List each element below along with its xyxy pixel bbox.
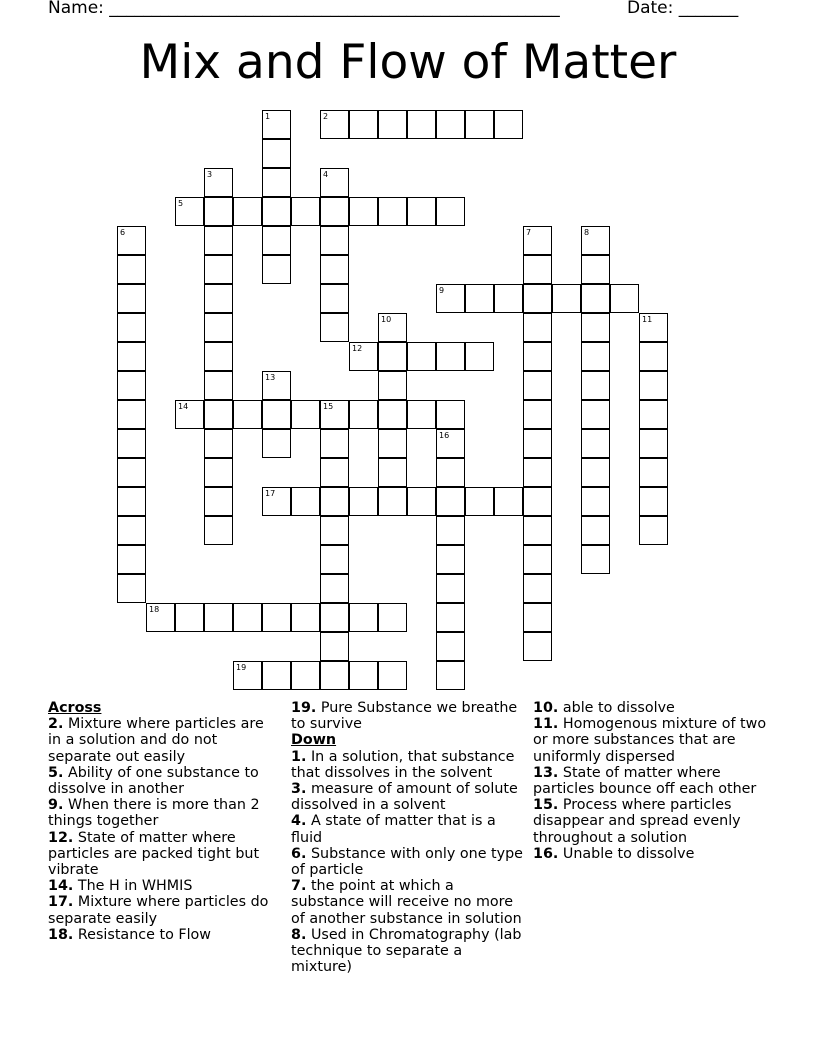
- name-field-label: Name: _____________________________________________________: [48, 0, 560, 18]
- crossword-cell[interactable]: [436, 110, 465, 139]
- crossword-cell[interactable]: [378, 371, 407, 400]
- clue-item-number: 3.: [291, 781, 307, 798]
- crossword-cell[interactable]: [378, 342, 407, 371]
- crossword-cell[interactable]: [378, 429, 407, 458]
- crossword-cell[interactable]: [523, 574, 552, 603]
- crossword-cell[interactable]: [262, 197, 291, 226]
- crossword-cell[interactable]: [204, 255, 233, 284]
- clue-item-number: 18.: [48, 926, 74, 943]
- crossword-cell[interactable]: [436, 284, 465, 313]
- crossword-cell[interactable]: [320, 313, 349, 342]
- crossword-cell[interactable]: [378, 110, 407, 139]
- crossword-cell[interactable]: [117, 516, 146, 545]
- crossword-cell[interactable]: [117, 574, 146, 603]
- crossword-cell[interactable]: [291, 197, 320, 226]
- crossword-cell[interactable]: [407, 110, 436, 139]
- crossword-cell[interactable]: [523, 284, 552, 313]
- across-clue-list-continued: [291, 700, 527, 732]
- crossword-cell[interactable]: [262, 371, 291, 400]
- clue-number: 1: [265, 112, 271, 121]
- clue-item-number: 9.: [48, 797, 64, 814]
- clue-number: 6: [120, 228, 126, 237]
- crossword-cell[interactable]: [349, 342, 378, 371]
- clue-item: [533, 846, 773, 862]
- crossword-cell[interactable]: [407, 400, 436, 429]
- crossword-cell[interactable]: [204, 371, 233, 400]
- clue-item: [291, 846, 527, 878]
- crossword-cell[interactable]: [436, 487, 465, 516]
- clue-number: 4: [323, 170, 329, 179]
- crossword-cell[interactable]: [436, 545, 465, 574]
- crossword-cell[interactable]: [204, 168, 233, 197]
- crossword-cell[interactable]: [320, 429, 349, 458]
- clue-item-text: State of matter where particles bounce off each other: [533, 764, 757, 798]
- clue-item: [48, 830, 280, 879]
- crossword-cell[interactable]: [175, 400, 204, 429]
- clue-item-number: 1.: [291, 748, 307, 765]
- clue-item: [291, 749, 527, 781]
- crossword-cell[interactable]: [581, 458, 610, 487]
- crossword-cell[interactable]: [610, 284, 639, 313]
- clue-item-text: Mixture where particles are in a solution and do not separate out easily: [48, 716, 264, 765]
- crossword-cell[interactable]: [639, 429, 668, 458]
- crossword-cell[interactable]: [146, 603, 175, 632]
- crossword-cell[interactable]: [175, 197, 204, 226]
- clue-item-number: 10.: [533, 700, 559, 716]
- crossword-cell[interactable]: [117, 429, 146, 458]
- crossword-cell[interactable]: [320, 226, 349, 255]
- crossword-cell[interactable]: [436, 197, 465, 226]
- crossword-cell[interactable]: [349, 603, 378, 632]
- across-heading: Across: [48, 700, 102, 716]
- crossword-cell[interactable]: [117, 487, 146, 516]
- clue-item-text: Substance with only one type of particle: [291, 845, 523, 879]
- crossword-cell[interactable]: [291, 400, 320, 429]
- crossword-cell[interactable]: [117, 371, 146, 400]
- crossword-cell[interactable]: [204, 487, 233, 516]
- crossword-cell[interactable]: [233, 197, 262, 226]
- crossword-cell[interactable]: [378, 603, 407, 632]
- crossword-cell[interactable]: [407, 342, 436, 371]
- clue-item: [533, 700, 773, 716]
- crossword-cell[interactable]: [523, 429, 552, 458]
- crossword-cell[interactable]: [436, 342, 465, 371]
- clue-item-text: Homogenous mixture of two or more substances that are uniformly dispersed: [533, 716, 767, 765]
- date-field-label: Date: _______: [627, 0, 739, 18]
- crossword-cell[interactable]: [436, 661, 465, 690]
- crossword-cell[interactable]: [262, 429, 291, 458]
- clue-number: 12: [352, 344, 363, 353]
- crossword-cell[interactable]: [320, 458, 349, 487]
- clue-item: [48, 878, 280, 894]
- crossword-cell[interactable]: [523, 313, 552, 342]
- crossword-cell[interactable]: [117, 342, 146, 371]
- crossword-cell[interactable]: [204, 342, 233, 371]
- crossword-cell[interactable]: [523, 371, 552, 400]
- down-heading: Down: [291, 732, 337, 749]
- crossword-cell[interactable]: [581, 313, 610, 342]
- crossword-cell[interactable]: [436, 632, 465, 661]
- clue-item-number: 7.: [291, 878, 307, 895]
- crossword-cell[interactable]: [117, 255, 146, 284]
- crossword-cell[interactable]: [204, 284, 233, 313]
- clue-item-number: 11.: [533, 716, 559, 733]
- clue-item-number: 6.: [291, 845, 307, 862]
- crossword-cell[interactable]: [320, 545, 349, 574]
- crossword-cell[interactable]: [204, 197, 233, 226]
- crossword-cell[interactable]: [204, 400, 233, 429]
- clue-number: 15: [323, 402, 334, 411]
- crossword-cell[interactable]: [581, 516, 610, 545]
- clue-item-text: able to dissolve: [562, 700, 675, 716]
- crossword-cell[interactable]: [639, 342, 668, 371]
- clue-item: [48, 894, 280, 926]
- crossword-cell[interactable]: [117, 458, 146, 487]
- clue-item: [291, 878, 527, 927]
- clue-number: 2: [323, 112, 329, 121]
- clue-item-text: A state of matter that is a fluid: [291, 813, 496, 846]
- crossword-cell[interactable]: [639, 458, 668, 487]
- crossword-cell[interactable]: [523, 545, 552, 574]
- clue-item-text: Ability of one substance to dissolve in another: [48, 764, 259, 798]
- crossword-cell[interactable]: [581, 226, 610, 255]
- crossword-cell[interactable]: [436, 458, 465, 487]
- crossword-cell[interactable]: [320, 284, 349, 313]
- crossword-cell[interactable]: [523, 226, 552, 255]
- crossword-cell[interactable]: [436, 574, 465, 603]
- crossword-cell[interactable]: [320, 197, 349, 226]
- crossword-cell[interactable]: [349, 110, 378, 139]
- crossword-cell[interactable]: [320, 632, 349, 661]
- crossword-cell[interactable]: [639, 487, 668, 516]
- clue-item-number: 14.: [48, 878, 74, 895]
- clue-number: 5: [178, 199, 184, 208]
- crossword-cell[interactable]: [523, 632, 552, 661]
- crossword-cell[interactable]: [581, 342, 610, 371]
- crossword-cell[interactable]: [262, 255, 291, 284]
- clue-item-text: When there is more than 2 things together: [48, 797, 260, 830]
- crossword-cell[interactable]: [378, 487, 407, 516]
- crossword-cell[interactable]: [262, 110, 291, 139]
- crossword-cell[interactable]: [378, 661, 407, 690]
- crossword-cell[interactable]: [523, 487, 552, 516]
- crossword-cell[interactable]: [523, 516, 552, 545]
- clues-column-2: [291, 700, 527, 975]
- clue-item-text: Mixture where particles do separate easily: [48, 894, 269, 927]
- crossword-cell[interactable]: [262, 661, 291, 690]
- crossword-cell[interactable]: [320, 400, 349, 429]
- clue-number: 8: [584, 228, 590, 237]
- crossword-cell[interactable]: [233, 603, 262, 632]
- crossword-cell[interactable]: [349, 197, 378, 226]
- clue-item-text: State of matter where particles are packed tight but vibrate: [48, 829, 260, 879]
- clue-item-number: 5.: [48, 764, 64, 781]
- crossword-cell[interactable]: [581, 429, 610, 458]
- down-clue-list-continued: [533, 700, 773, 862]
- crossword-cell[interactable]: [378, 400, 407, 429]
- clue-number: 13: [265, 373, 276, 382]
- crossword-cell[interactable]: [407, 197, 436, 226]
- clue-item: [48, 765, 280, 797]
- crossword-cell[interactable]: [581, 545, 610, 574]
- clue-item-number: 19.: [291, 700, 317, 716]
- crossword-cell[interactable]: [320, 110, 349, 139]
- crossword-cell[interactable]: [262, 487, 291, 516]
- clue-item-text: the point at which a substance will receive no more of another substance in solution: [291, 878, 522, 927]
- crossword-cell[interactable]: [117, 226, 146, 255]
- clue-item-number: 17.: [48, 894, 74, 911]
- crossword-cell[interactable]: [262, 139, 291, 168]
- crossword-cell[interactable]: [465, 342, 494, 371]
- crossword-cell[interactable]: [581, 487, 610, 516]
- crossword-cell[interactable]: [349, 487, 378, 516]
- down-clue-list: [291, 749, 527, 976]
- crossword-cell[interactable]: [291, 661, 320, 690]
- clue-number: 3: [207, 170, 213, 179]
- crossword-cell[interactable]: [117, 313, 146, 342]
- crossword-cell[interactable]: [465, 110, 494, 139]
- crossword-cell[interactable]: [436, 429, 465, 458]
- crossword-cell[interactable]: [320, 168, 349, 197]
- crossword-cell[interactable]: [204, 516, 233, 545]
- crossword-cell[interactable]: [436, 516, 465, 545]
- clue-number: 19: [236, 663, 247, 672]
- crossword-cell[interactable]: [349, 400, 378, 429]
- crossword-cell[interactable]: [465, 284, 494, 313]
- clue-item: [533, 716, 773, 765]
- clue-item-text: Used in Chromatography (lab technique to separate a mixture): [291, 926, 522, 976]
- crossword-cell[interactable]: [378, 313, 407, 342]
- clue-item: [533, 765, 773, 797]
- crossword-cell[interactable]: [552, 284, 581, 313]
- crossword-cell[interactable]: [639, 400, 668, 429]
- clue-number: 14: [178, 402, 189, 411]
- crossword-cell[interactable]: [465, 487, 494, 516]
- crossword-cell[interactable]: [204, 458, 233, 487]
- crossword-cell[interactable]: [291, 603, 320, 632]
- clue-item-text: Resistance to Flow: [77, 926, 211, 943]
- clue-item-text: Process where particles disappear and spread evenly throughout a solution: [533, 797, 741, 846]
- crossword-cell[interactable]: [581, 371, 610, 400]
- crossword-cell[interactable]: [581, 255, 610, 284]
- clue-item-text: The H in WHMIS: [77, 878, 193, 895]
- crossword-cell[interactable]: [581, 400, 610, 429]
- crossword-cell[interactable]: [436, 400, 465, 429]
- clue-item: [48, 797, 280, 829]
- crossword-cell[interactable]: [175, 603, 204, 632]
- crossword-cell[interactable]: [523, 400, 552, 429]
- crossword-cell[interactable]: [320, 574, 349, 603]
- crossword-cell[interactable]: [204, 429, 233, 458]
- clue-item: [291, 781, 527, 813]
- crossword-cell[interactable]: [378, 458, 407, 487]
- clue-item-number: 13.: [533, 764, 559, 781]
- crossword-cell[interactable]: [639, 371, 668, 400]
- crossword-cell[interactable]: [233, 400, 262, 429]
- crossword-cell[interactable]: [494, 110, 523, 139]
- clue-item-text: In a solution, that substance that dissolves in the solvent: [291, 748, 515, 781]
- crossword-cell[interactable]: [233, 661, 262, 690]
- clue-item-number: 12.: [48, 829, 74, 846]
- crossword-cell[interactable]: [581, 284, 610, 313]
- crossword-cell[interactable]: [523, 342, 552, 371]
- crossword-cell[interactable]: [523, 255, 552, 284]
- crossword-cell[interactable]: [349, 661, 378, 690]
- clue-number: 16: [439, 431, 450, 440]
- clue-item: [48, 927, 280, 943]
- crossword-cell[interactable]: [291, 487, 320, 516]
- crossword-cell[interactable]: [320, 487, 349, 516]
- crossword-cell[interactable]: [407, 487, 436, 516]
- crossword-cell[interactable]: [204, 226, 233, 255]
- clue-number: 9: [439, 286, 445, 295]
- crossword-cell[interactable]: [262, 400, 291, 429]
- crossword-cell[interactable]: [262, 603, 291, 632]
- crossword-cell[interactable]: [262, 226, 291, 255]
- clues-column-1: [48, 700, 280, 943]
- crossword-cell[interactable]: [320, 603, 349, 632]
- clue-item-number: 4.: [291, 813, 307, 830]
- clue-number: 17: [265, 489, 276, 498]
- crossword-cell[interactable]: [436, 603, 465, 632]
- clue-number: 11: [642, 315, 653, 324]
- clue-number: 10: [381, 315, 392, 324]
- crossword-cell[interactable]: [378, 197, 407, 226]
- clue-item: [291, 700, 527, 732]
- crossword-cell[interactable]: [320, 516, 349, 545]
- clue-item-number: 16.: [533, 845, 559, 862]
- clue-item: [48, 716, 280, 765]
- clue-item-number: 2.: [48, 716, 64, 733]
- across-clue-list: [48, 716, 280, 943]
- crossword-cell[interactable]: [117, 400, 146, 429]
- crossword-cell[interactable]: [320, 661, 349, 690]
- clue-item-text: Unable to dissolve: [562, 845, 695, 862]
- clue-item-number: 15.: [533, 797, 559, 814]
- clue-number: 18: [149, 605, 160, 614]
- crossword-cell[interactable]: [494, 284, 523, 313]
- clue-item-text: measure of amount of solute dissolved in a solvent: [291, 781, 518, 814]
- crossword-cell[interactable]: [262, 168, 291, 197]
- clue-item-text: Pure Substance we breathe to survive: [291, 700, 518, 733]
- crossword-cell[interactable]: [523, 603, 552, 632]
- clue-number: 7: [526, 228, 532, 237]
- crossword-cell[interactable]: [204, 603, 233, 632]
- crossword-cell[interactable]: [494, 487, 523, 516]
- clues-column-3: [533, 700, 773, 862]
- crossword-cell[interactable]: [117, 545, 146, 574]
- crossword-cell[interactable]: [320, 255, 349, 284]
- crossword-cell[interactable]: [204, 313, 233, 342]
- crossword-cell[interactable]: [117, 284, 146, 313]
- clue-item-number: 8.: [291, 926, 307, 943]
- crossword-cell[interactable]: [523, 458, 552, 487]
- clue-item: [291, 813, 527, 845]
- page-title: Mix and Flow of Matter: [139, 35, 677, 90]
- clue-item: [533, 797, 773, 846]
- clue-item: [291, 927, 527, 976]
- crossword-cell[interactable]: [639, 313, 668, 342]
- crossword-cell[interactable]: [639, 516, 668, 545]
